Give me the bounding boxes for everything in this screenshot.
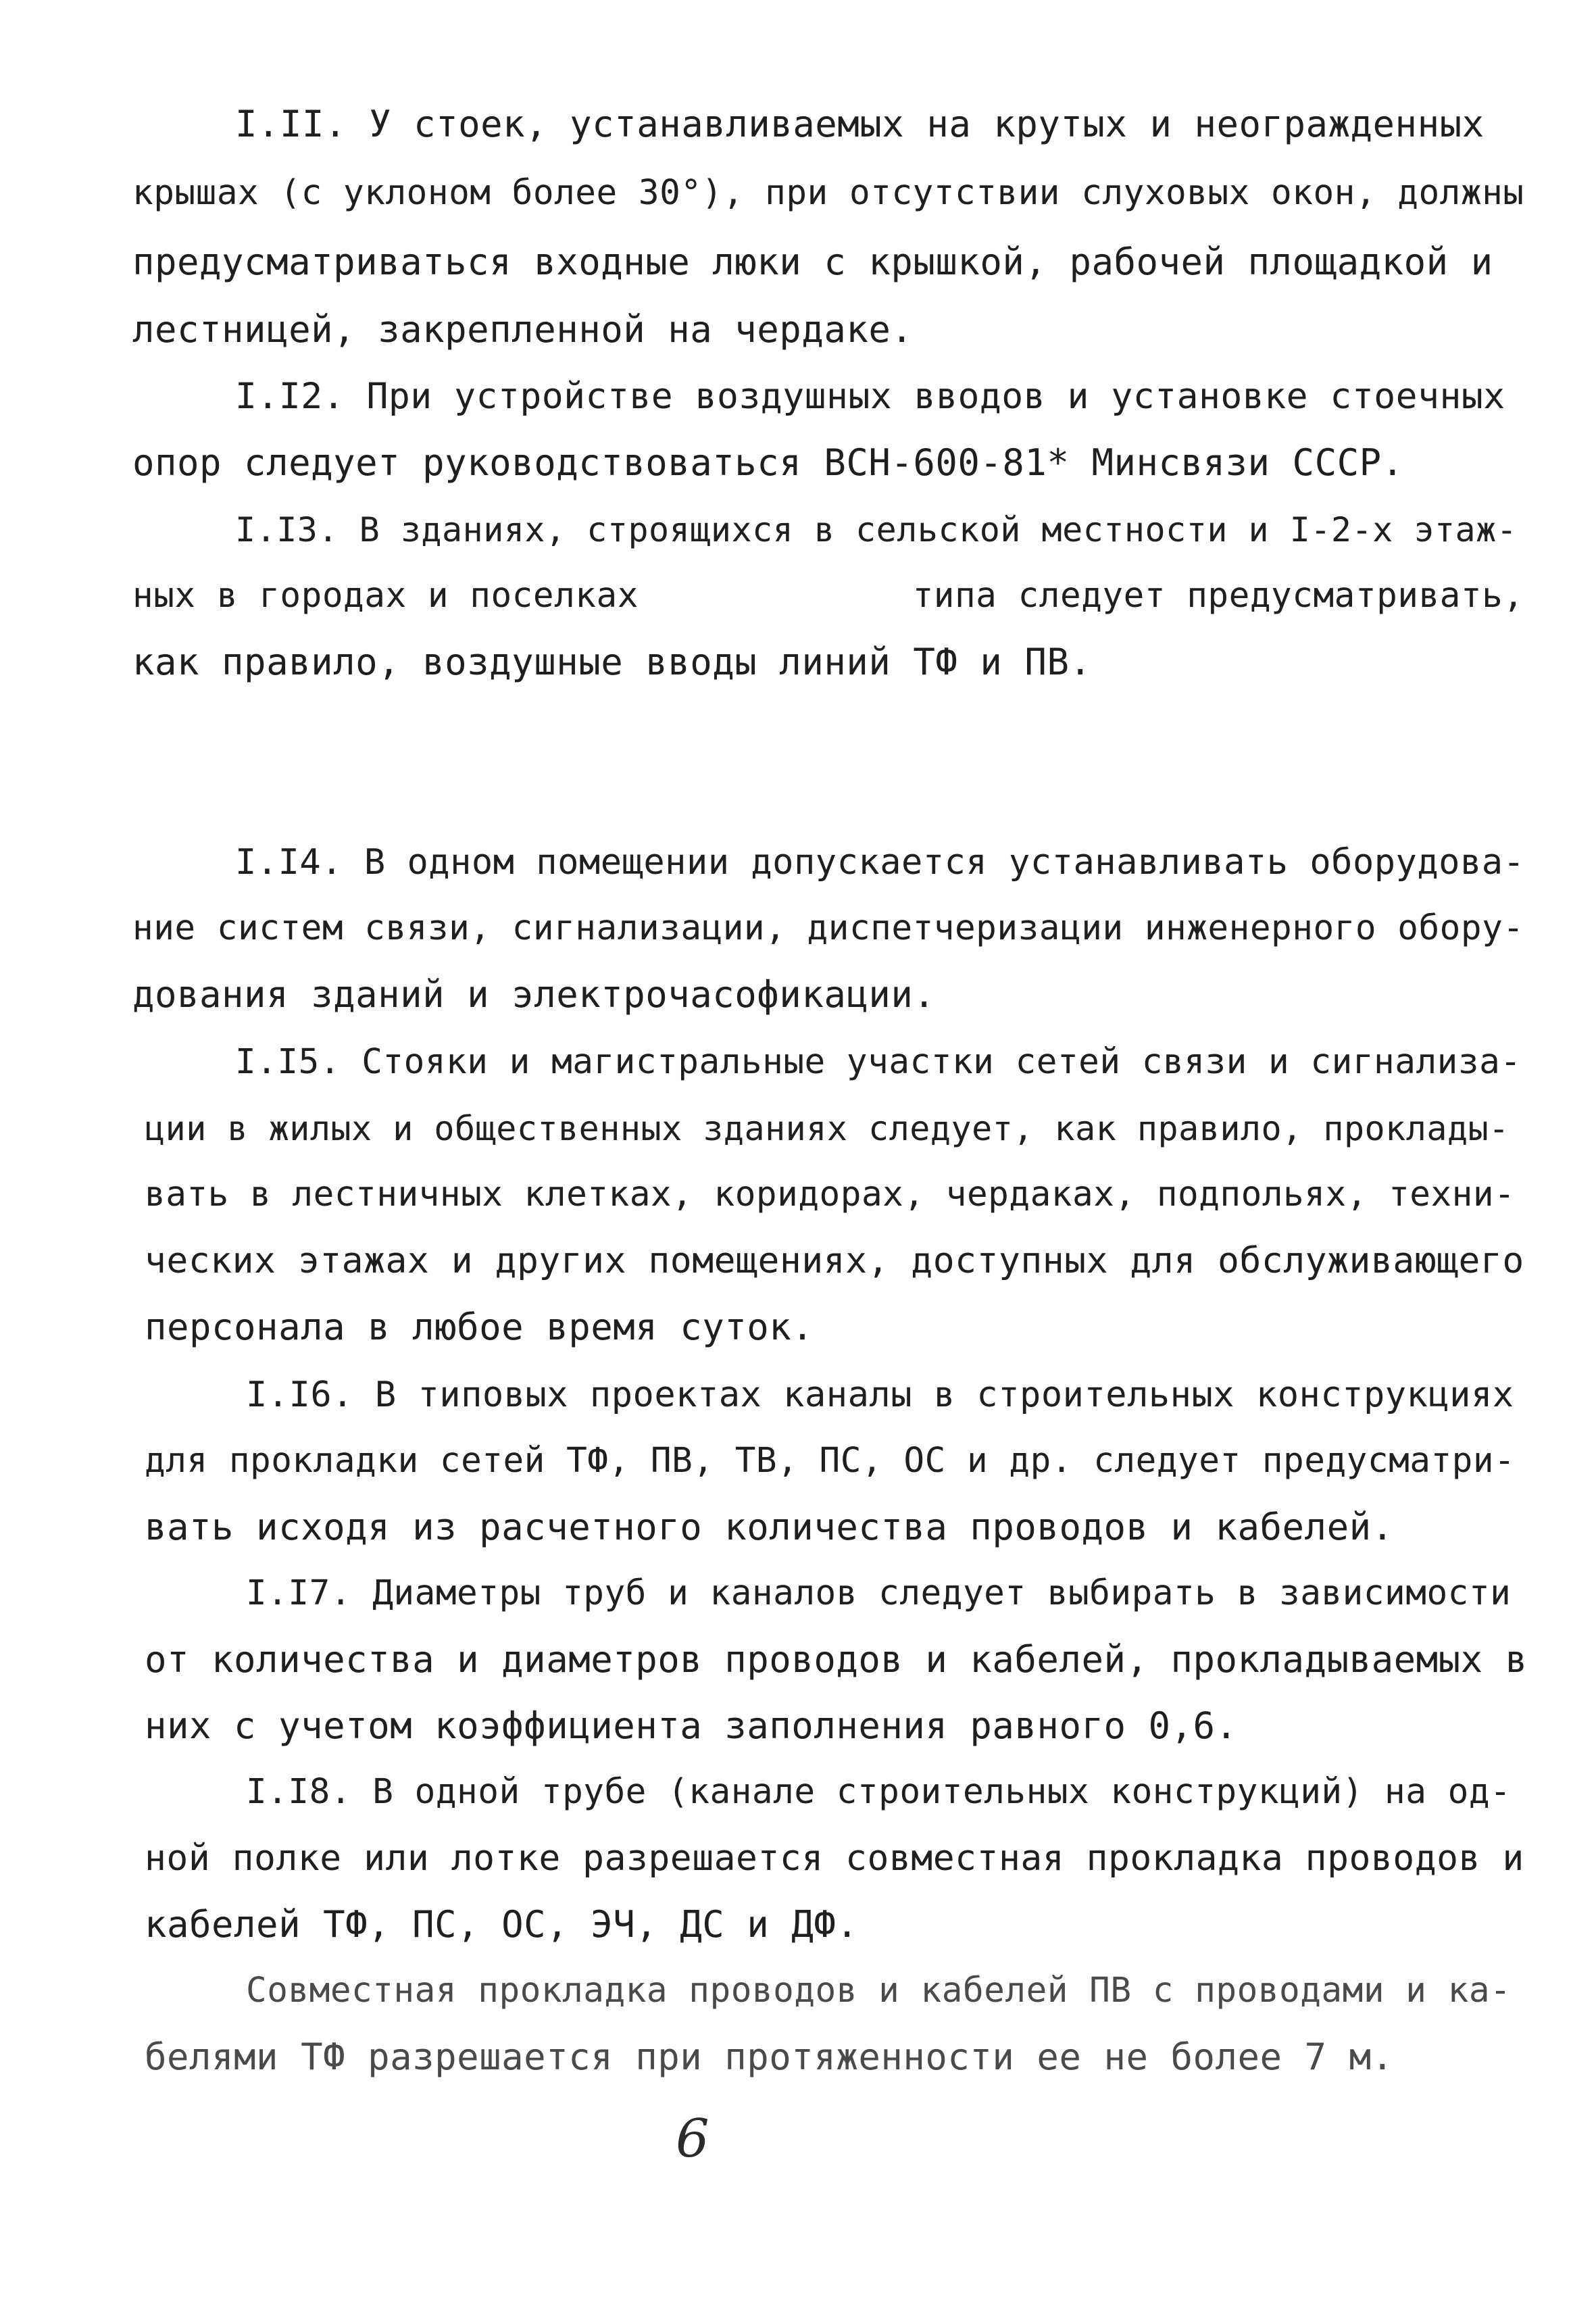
text-line: для прокладки сетей ТФ, ПВ, ТВ, ПС, ОС и др. следует предусматри- — [145, 1441, 1516, 1481]
text-line: I.I8. В одной трубе (канале строительных конструкций) на од- — [246, 1772, 1512, 1812]
text-line: I.II. У стоек, устанавливаемых на крутых и неогражденных — [235, 103, 1485, 145]
text-line: как правило, воздушные вводы линий ТФ и ПВ. — [132, 641, 1092, 683]
text-line: I.I3. В зданиях, строящихся в сельской местности и I-2-х этаж- — [235, 510, 1518, 549]
text-line: I.I5. Стояки и магистральные участки сетей связи и сигнализа- — [235, 1042, 1522, 1082]
text-line: I.I2. При устройстве воздушных вводов и установке стоечных — [235, 376, 1505, 417]
text-line: вать исходя из расчетного количества проводов и кабелей. — [145, 1506, 1394, 1548]
text-line: предусматриваться входные люки с крышкой, рабочей площадкой и — [132, 241, 1493, 283]
text-line: ной полке или лотке разрешается совместная прокладка проводов и — [145, 1838, 1524, 1879]
text-line: I.I4. В одном помещении допускается устанавливать оборудова- — [235, 842, 1525, 883]
text-line: лестницей, закрепленной на чердаке. — [132, 308, 914, 351]
text-line: дования зданий и электрочасофикации. — [132, 973, 936, 1016]
text-line: I.I7. Диаметры труб и каналов следует выбирать в зависимости — [246, 1573, 1512, 1613]
text-line: опор следует руководствоваться ВСН-600-81* Минсвязи СССР. — [132, 441, 1404, 484]
text-line: Совместная прокладка проводов и кабелей ПВ с проводами и ка- — [246, 1971, 1512, 2011]
text-line: от количества и диаметров проводов и кабелей, прокладываемых в — [145, 1638, 1528, 1681]
text-line: персонала в любое время суток. — [145, 1306, 814, 1348]
text-line: ческих этажах и других помещениях, доступных для обслуживающего — [145, 1240, 1524, 1281]
page-number: 6 — [676, 2109, 709, 2169]
text-line: ции в жилых и общественных зданиях следует, как правило, проклады- — [145, 1109, 1510, 1148]
text-line: кабелей ТФ, ПС, ОС, ЭЧ, ДС и ДФ. — [145, 1903, 859, 1946]
text-line: крышах (с уклоном более 30°), при отсутствии слуховых окон, должны — [132, 173, 1524, 213]
text-line: вать в лестничных клетках, коридорах, чердаках, подпольях, техни- — [145, 1175, 1516, 1214]
text-line: ние систем связи, сигнализации, диспетчеризации инженерного обору- — [132, 908, 1524, 948]
text-line: белями ТФ разрешается при протяженности ее не более 7 м. — [145, 2036, 1394, 2078]
text-line: ных в городах и поселках типа следует предусматривать, — [132, 576, 1524, 616]
text-line: них с учетом коэффициента заполнения равного 0,6. — [145, 1704, 1238, 1747]
text-line: I.I6. В типовых проектах каналы в строительных конструкциях — [246, 1375, 1514, 1415]
